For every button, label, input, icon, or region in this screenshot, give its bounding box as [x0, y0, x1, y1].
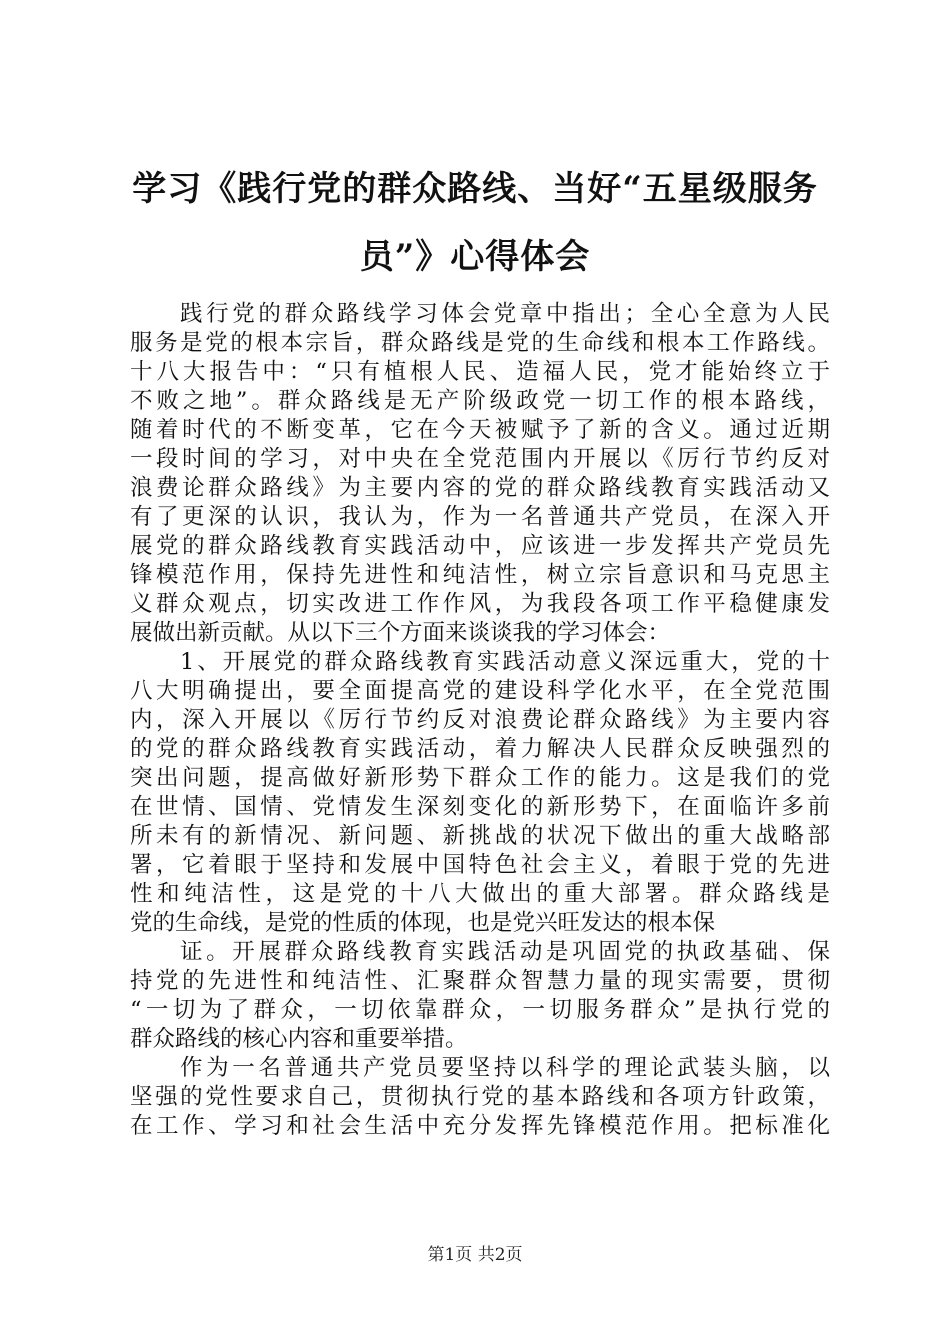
text-line: 一段时间的学习，对中央在全党范围内开展以《厉行节约反对: [130, 446, 830, 472]
text-line: 十八大报告中：“只有植根人民、造福人民，党才能始终立于: [130, 359, 830, 385]
text-line: 展党的群众路线教育实践活动中，应该进一步发挥共产党员先: [130, 533, 830, 559]
text-line: 践行党的群众路线学习体会党章中指出；全心全意为人民: [180, 301, 830, 327]
text-line: 突出问题，提高做好新形势下群众工作的能力。这是我们的党: [130, 765, 830, 791]
title-line: 学习《践行党的群众路线、当好“五星级服务: [132, 169, 818, 209]
document-body: [130, 300, 830, 1141]
text-line: 服务是党的根本宗旨，群众路线是党的生命线和根本工作路线。: [130, 330, 830, 356]
text-line: 群众路线的核心内容和重要举措。: [130, 1026, 468, 1052]
text-line: 浪费论群众路线》为主要内容的党的群众路线教育实践活动又: [130, 475, 830, 501]
text-line: 在工作、学习和社会生活中充分发挥先锋模范作用。把标准化: [130, 1113, 830, 1139]
text-line: 不败之地”。群众路线是无产阶级政党一切工作的根本路线，: [130, 388, 830, 414]
text-line: 展做出新贡献。从以下三个方面来谈谈我的学习体会：: [130, 620, 671, 646]
text-line: 义群众观点，切实改进工作作风，为我段各项工作平稳健康发: [130, 591, 830, 617]
text-line: 随着时代的不断变革，它在今天被赋予了新的含义。通过近期: [130, 417, 830, 443]
text-line: 在世情、国情、党情发生深刻变化的新形势下，在面临许多前: [130, 794, 830, 820]
text-line: 有了更深的认识，我认为，作为一名普通共产党员，在深入开: [130, 504, 830, 530]
text-line: 署，它着眼于坚持和发展中国特色社会主义，着眼于党的先进: [130, 852, 830, 878]
text-line: 坚强的党性要求自己，贯彻执行党的基本路线和各项方针政策，: [130, 1084, 830, 1110]
text-line: 持党的先进性和纯洁性、汇聚群众智慧力量的现实需要，贯彻: [130, 968, 830, 994]
document-title: [120, 155, 830, 291]
text-line: 党的生命线，是党的性质的体现，也是党兴旺发达的根本保: [130, 910, 716, 936]
text-line: 八大明确提出，要全面提高党的建设科学化水平，在全党范围: [130, 678, 830, 704]
text-line: 所未有的新情况、新问题、新挑战的状况下做出的重大战略部: [130, 823, 830, 849]
text-line: 1、开展党的群众路线教育实践活动意义深远重大，党的十: [180, 649, 830, 675]
title-line: 员”》心得体会: [359, 237, 591, 277]
text-line: 证。开展群众路线教育实践活动是巩固党的执政基础、保: [180, 939, 830, 965]
text-line: 作为一名普通共产党员要坚持以科学的理论武装头脑，以: [180, 1055, 830, 1081]
text-line: 的党的群众路线教育实践活动，着力解决人民群众反映强烈的: [130, 736, 830, 762]
text-line: 锋模范作用，保持先进性和纯洁性，树立宗旨意识和马克思主: [130, 562, 830, 588]
page-footer: 第1页 共2页: [427, 1245, 523, 1265]
text-line: 内，深入开展以《厉行节约反对浪费论群众路线》为主要内容: [130, 707, 830, 733]
text-line: 性和纯洁性，这是党的十八大做出的重大部署。群众路线是: [130, 881, 830, 907]
text-line: “一切为了群众，一切依靠群众，一切服务群众”是执行党的: [130, 997, 830, 1023]
